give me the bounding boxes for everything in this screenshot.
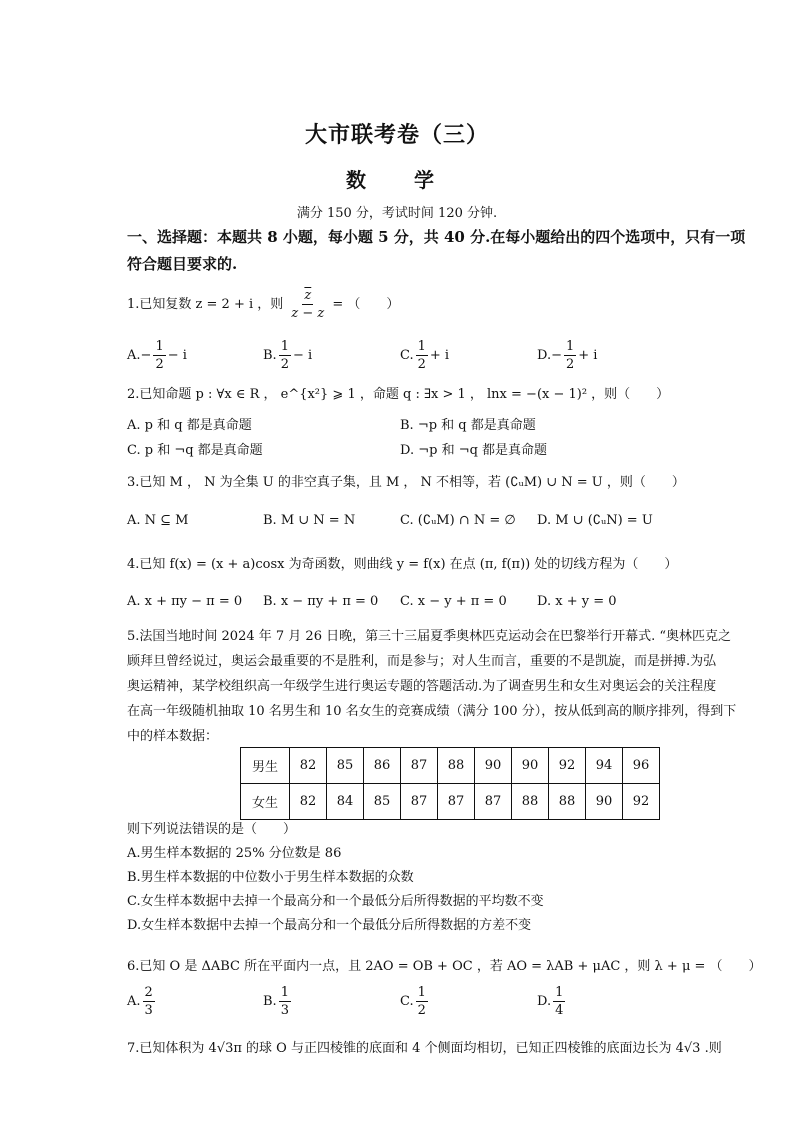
q1-option-b-den: 2 [280,357,289,372]
question-5-text [127,624,794,749]
q1-option-b-label: B. [263,348,277,363]
table-row [241,748,660,784]
table-cell: 82 [290,748,327,784]
q5-option-b: B.男生样本数据的中位数小于男生样本数据的众数 [127,870,414,885]
section-line-1: 一、选择题：本题共 8 小题，每小题 5 分，共 40 分.在每小题给出的四个选项中，只有一项 [127,228,746,246]
table-cell: 87 [401,748,438,784]
q6-option-b-frac [279,986,291,1017]
table-cell: 90 [512,748,549,784]
q2-option-b: B. ¬p 和 q 都是真命题 [400,418,536,433]
exam-title: 大市联考卷（三） [304,122,489,148]
q5-line-2: 顾拜旦曾经说过，奥运会最重要的不是胜利，而是参与；对人生而言，重要的不是凯旋，而是拼搏.为弘 [127,654,717,669]
q6-option-b-num: 1 [280,985,289,1000]
q2-option-d: D. ¬p 和 ¬q 都是真命题 [400,443,548,458]
table-cell: 96 [623,748,660,784]
q5-question: 则下列说法错误的是（ ） [127,822,297,837]
q2-option-a: A. p 和 q 都是真命题 [127,418,252,433]
question-1 [127,289,399,320]
q1-option-d [537,340,597,371]
q1-option-c-den: 2 [417,357,426,372]
q1-stem-a: 1.已知复数 z = 2 + i ，则 [127,297,284,312]
q3-option-b: B. M ∪ N = N [263,513,356,528]
q4-option-a: A. x + πy − π = 0 [127,594,243,609]
q1-option-a-sign: − [140,348,152,363]
table-cell: 87 [401,784,438,820]
q1-option-b-frac [279,340,291,371]
table-cell: 87 [475,784,512,820]
q3-option-c: C. (∁ᵤM) ∩ N = ∅ [400,513,516,528]
q6-option-d [537,986,567,1017]
question-6: 6.已知 O 是 ΔABC 所在平面内一点，且 2AO = OB + OC ，若 AO = λAB + μAC ，则 λ + μ = （ ） [127,959,762,974]
q6-option-c [400,986,430,1017]
table-cell: 85 [327,748,364,784]
q6-option-a [127,986,157,1017]
q1-option-d-tail: + i [578,348,598,363]
table-cell: 84 [327,784,364,820]
score-table [240,747,660,820]
q6-option-c-frac [416,986,428,1017]
row-label-girls: 女生 [241,784,290,820]
row-label-boys: 男生 [241,748,290,784]
q6-option-c-den: 2 [417,1003,426,1018]
q6-option-d-label: D. [537,994,552,1009]
q1-option-c-num: 1 [417,339,426,354]
table-cell: 82 [290,784,327,820]
table-row [241,784,660,820]
q1-option-a-tail: − i [167,348,187,363]
q6-option-c-label: C. [400,994,414,1009]
question-2: 2.已知命题 p : ∀x ∈ R ， e^{x²} ⩾ 1 ，命题 q : ∃x > 1 ， lnx = −(x − 1)² ，则（ ） [127,387,670,402]
q6-option-a-den: 3 [144,1003,153,1018]
q5-line-3: 奥运精神，某学校组织高一年级学生进行奥运专题的答题活动.为了调查男生和女生对奥运会的关注程度 [127,679,717,694]
q4-option-b: B. x − πy + π = 0 [263,594,379,609]
section-heading [127,224,794,278]
q6-option-a-num: 2 [144,985,153,1000]
question-3: 3.已知 M ， N 为全集 U 的非空真子集，且 M ， N 不相等，若 (∁ᵤM) ∪ N = U ，则（ ） [127,475,685,490]
q2-option-c: C. p 和 ¬q 都是真命题 [127,443,263,458]
section-line-2: 符合题目要求的. [127,255,238,273]
table-cell: 92 [623,784,660,820]
q5-option-a: A.男生样本数据的 25% 分位数是 86 [127,846,342,861]
table-cell: 86 [364,748,401,784]
q1-option-c-frac [416,340,428,371]
table-cell: 94 [586,748,623,784]
q1-option-a-num: 1 [155,339,164,354]
q6-option-a-label: A. [127,994,141,1009]
q1-fraction-den: z − z [291,306,325,321]
q4-option-d: D. x + y = 0 [537,594,617,609]
q1-option-c-tail: + i [429,348,450,363]
q1-option-d-den: 2 [566,357,575,372]
q6-option-b-den: 3 [280,1003,289,1018]
exam-subject: 数 学 [346,168,448,192]
q1-option-a [127,340,187,371]
q6-option-d-num: 1 [555,985,564,1000]
table-cell: 90 [586,784,623,820]
q1-option-d-frac [564,340,576,371]
q6-option-c-num: 1 [417,985,426,1000]
q1-option-a-label: A. [127,348,141,363]
q6-option-b-label: B. [263,994,277,1009]
q5-option-d: D.女生样本数据中去掉一个最高分和一个最低分后所得数据的方差不变 [127,918,532,933]
q6-option-d-frac [553,986,565,1017]
table-cell: 87 [438,784,475,820]
q5-line-4: 在高一年级随机抽取 10 名男生和 10 名女生的竞赛成绩（满分 100 分），按从低到高的顺序排列，得到下 [127,704,737,719]
q1-stem-b: = （ ） [332,297,400,312]
q1-option-a-den: 2 [155,357,164,372]
q1-option-d-label: D. [537,348,552,363]
q1-option-c [400,340,449,371]
q6-option-b [263,986,293,1017]
q5-option-c: C.女生样本数据中去掉一个最高分和一个最低分后所得数据的平均数不变 [127,894,544,909]
q1-option-d-num: 1 [566,339,575,354]
question-7: 7.已知体积为 4√3π 的球 O 与正四棱锥的底面和 4 个侧面均相切，已知正四棱锥的底面边长为 4√3 .则 [127,1041,722,1056]
q4-option-c: C. x − y + π = 0 [400,594,507,609]
q1-fraction-num: $\overline{z}$ [304,288,312,303]
q1-option-b [263,340,312,371]
table-cell: 90 [475,748,512,784]
q1-option-b-num: 1 [280,339,289,354]
q5-line-5: 中的样本数据： [127,729,219,744]
q1-option-c-label: C. [400,348,414,363]
q1-option-a-frac [153,340,165,371]
question-4: 4.已知 f(x) = (x + a)cosx 为奇函数，则曲线 y = f(x) 在点 (π, f(π)) 处的切线方程为（ ） [127,557,678,572]
q5-choices [127,818,794,938]
table-cell: 92 [549,748,586,784]
q1-fraction [289,289,326,320]
q3-option-d: D. M ∪ (∁ᵤN) = U [537,513,653,528]
q1-option-b-tail: − i [292,348,313,363]
table-cell: 88 [438,748,475,784]
q5-line-1: 5.法国当地时间 2024 年 7 月 26 日晚，第三十三届夏季奥林匹克运动会在巴黎举行开幕式. “奥林匹克之 [127,629,732,644]
q6-option-d-den: 4 [555,1003,564,1018]
q3-option-a: A. N ⊆ M [127,513,189,528]
table-cell: 85 [364,784,401,820]
table-cell: 88 [549,784,586,820]
table-cell: 88 [512,784,549,820]
exam-info: 满分 150 分，考试时间 120 分钟. [296,206,498,221]
q1-option-d-sign: − [551,348,562,363]
q6-option-a-frac [143,986,155,1017]
